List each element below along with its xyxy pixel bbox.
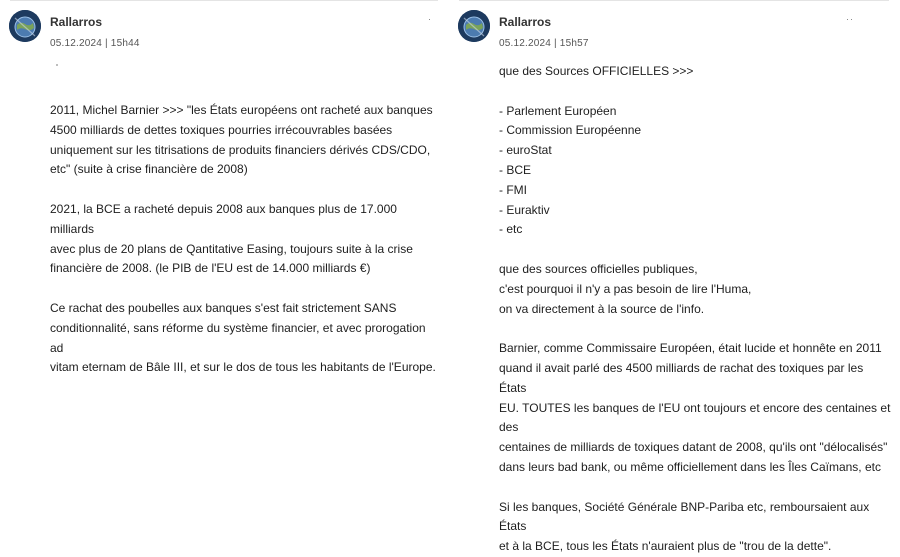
comment-paragraph: Barnier, comme Commissaire Européen, était lucide et honnête en 2011 quand il avait parlé des 4500 milliards de rachat des toxiques par les États EU. TOUTES les banques de l'EU ont toujours et encore des centaines et des centaines de milliards de toxiques datant de 2008, qu'ils ont "délocalisés" dans leurs bad bank, ou même officiellement dans les Îles Caïmans, etc <box>499 341 891 474</box>
comment-paragraph: Ce rachat des poubelles aux banques s'est fait strictement SANS conditionnalité, sans réforme du système financier, et avec prorogation ad vitam eternam de Bâle III, et sur le dos de tous les habitants de l'Europe. <box>50 300 436 375</box>
author-name[interactable]: Rallarros <box>50 15 103 29</box>
avatar[interactable] <box>9 10 41 42</box>
comment-timestamp: 05.12.2024 | 15h57 <box>499 38 589 49</box>
avatar-globe-icon <box>9 10 41 42</box>
author-name[interactable]: Rallarros <box>499 15 552 29</box>
comment-paragraph: Si les banques, Société Générale BNP-Pariba etc, remboursaient aux États et à la BCE, tous les États n'auraient plus de "trou de la dette". <box>499 499 870 554</box>
more-options-icon[interactable]: · <box>428 14 432 24</box>
comment-paragraph: 2011, Michel Barnier >>> "les États européens ont racheté aux banques 4500 milliards de dettes toxiques pourries irrécouvrables basées uniquement sur les titrisations de produits financiers dérivés CDS/CDO, etc" (suite à crise financière de 2008) <box>50 103 433 177</box>
more-options-icon[interactable]: ·· <box>846 14 854 24</box>
comment-body <box>499 62 892 557</box>
comment-body <box>50 101 441 378</box>
comment-paragraph: 2021, la BCE a racheté depuis 2008 aux banques plus de 17.000 milliards avec plus de 20 plans de Qantitative Easing, toujours suite à la crise financière de 2008. (le PIB de l'EU est de 14.000 milliards €) <box>50 201 413 276</box>
comment-paragraph: - Parlement Européen - Commission Européenne - euroStat - BCE - FMI - Euraktiv - etc <box>499 103 642 237</box>
divider <box>459 0 889 1</box>
separator-dot <box>56 64 58 66</box>
comment-paragraph: que des sources officielles publiques, c'est pourquoi il n'y a pas besoin de lire l'Huma, on va directement à la source de l'info. <box>499 261 752 316</box>
avatar[interactable] <box>458 10 490 42</box>
comment-paragraph: que des Sources OFFICIELLES >>> <box>499 64 694 78</box>
comment-card <box>449 0 900 554</box>
avatar-globe-icon <box>458 10 490 42</box>
divider <box>10 0 438 1</box>
comment-card <box>0 0 449 507</box>
comment-timestamp: 05.12.2024 | 15h44 <box>50 38 140 49</box>
